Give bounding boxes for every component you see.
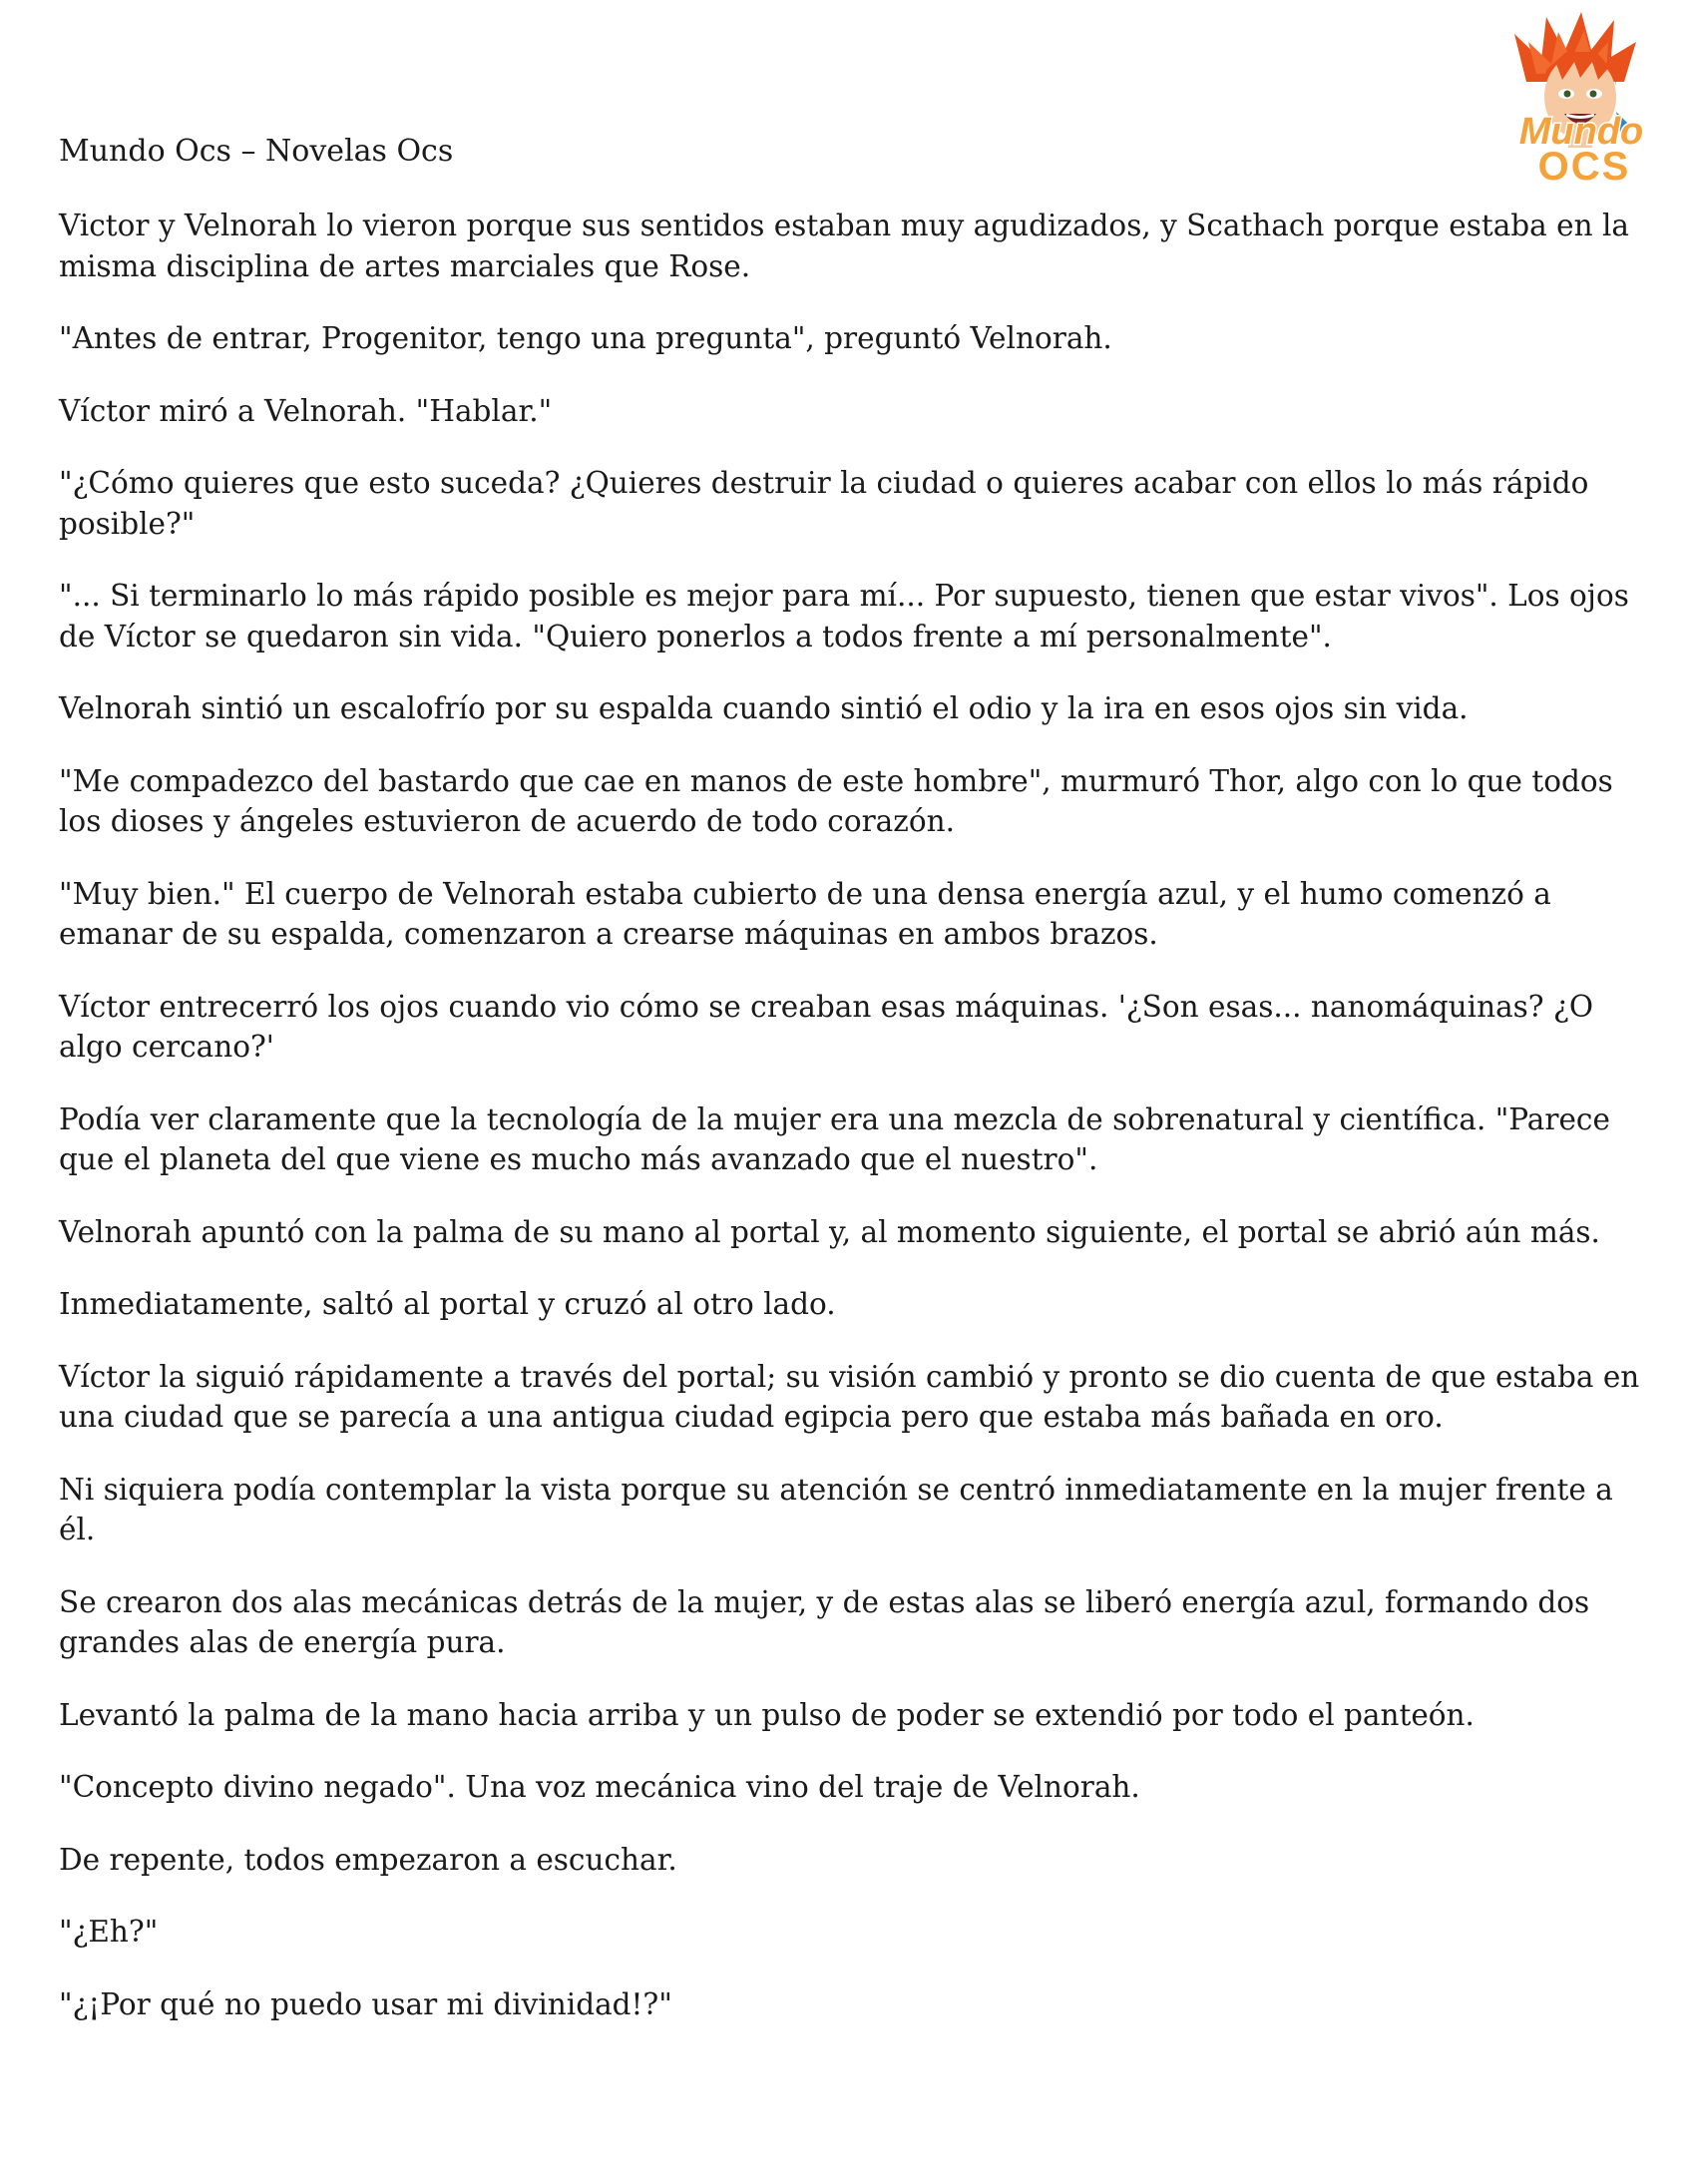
paragraph: Víctor entrecerró los ojos cuando vio cómo se creaban esas máquinas. '¿Son esas... nanomáquinas? ¿O algo cercano?' xyxy=(59,989,1594,1064)
paragraph: "Concepto divino negado". Una voz mecánica vino del traje de Velnorah. xyxy=(59,1770,1140,1804)
paragraph: De repente, todos empezaron a escuchar. xyxy=(59,1842,677,1877)
paragraph: Ni siquiera podía contemplar la vista porque su atención se centró inmediatamente en la mujer frente a él. xyxy=(59,1472,1613,1546)
paragraph: Víctor miró a Velnorah. "Hablar." xyxy=(59,393,553,428)
paragraph: Levantó la palma de la mano hacia arriba y un pulso de poder se extendió por todo el panteón. xyxy=(59,1697,1475,1732)
svg-text:Mundo: Mundo xyxy=(1518,111,1644,153)
page-header: Mundo Ocs – Novelas Ocs xyxy=(59,134,454,169)
paragraph: Velnorah sintió un escalofrío por su espalda cuando sintió el odio y la ira en esos ojos sin vida. xyxy=(59,691,1469,725)
svg-text:OCS: OCS xyxy=(1537,145,1631,187)
paragraph: Velnorah apuntó con la palma de su mano al portal y, al momento siguiente, el portal se abrió aún más. xyxy=(59,1214,1600,1249)
paragraph: "Antes de entrar, Progenitor, tengo una pregunta", preguntó Velnorah. xyxy=(59,321,1112,355)
mundo-ocs-logo-icon xyxy=(1496,12,1666,187)
paragraph: Víctor la siguió rápidamente a través del portal; su visión cambió y pronto se dio cuenta de que estaba en una ciudad que se parecía a una antigua ciudad egipcia pero que estaba más bañada en oro. xyxy=(59,1359,1640,1434)
paragraph: Victor y Velnorah lo vieron porque sus sentidos estaban muy agudizados, y Scathach porque estaba en la misma disciplina de artes marciales que Rose. xyxy=(59,209,1630,283)
paragraph: "¿Eh?" xyxy=(59,1915,159,1949)
paragraph: "Me compadezco del bastardo que cae en manos de este hombre", murmuró Thor, algo con lo que todos los dioses y ángeles estuvieron de acuerdo de todo corazón. xyxy=(59,763,1613,838)
paragraph: "¿Cómo quieres que esto suceda? ¿Quieres destruir la ciudad o quieres acabar con ellos lo más rápido posible?" xyxy=(59,466,1589,541)
novel-body xyxy=(59,206,1645,2056)
paragraph: "... Si terminarlo lo más rápido posible es mejor para mí... Por supuesto, tienen que estar vivos". Los ojos de Víctor se quedaron sin vida. "Quiero ponerlos a todos frente a mí personalmente". xyxy=(59,579,1629,654)
paragraph: Podía ver claramente que la tecnología de la mujer era una mezcla de sobrenatural y científica. "Parece que el planeta del que viene es mucho más avanzado que el nuestro". xyxy=(59,1101,1610,1176)
mundo-ocs-logo xyxy=(1496,12,1666,187)
paragraph: Inmediatamente, saltó al portal y cruzó al otro lado. xyxy=(59,1287,836,1321)
paragraph: "Muy bien." El cuerpo de Velnorah estaba cubierto de una densa energía azul, y el humo comenzó a emanar de su espalda, comenzaron a crearse máquinas en ambos brazos. xyxy=(59,876,1551,951)
paragraph: Se crearon dos alas mecánicas detrás de la mujer, y de estas alas se liberó energía azul, formando dos grandes alas de energía pura. xyxy=(59,1584,1590,1659)
paragraph: "¿¡Por qué no puedo usar mi divinidad!?" xyxy=(59,1986,672,2021)
